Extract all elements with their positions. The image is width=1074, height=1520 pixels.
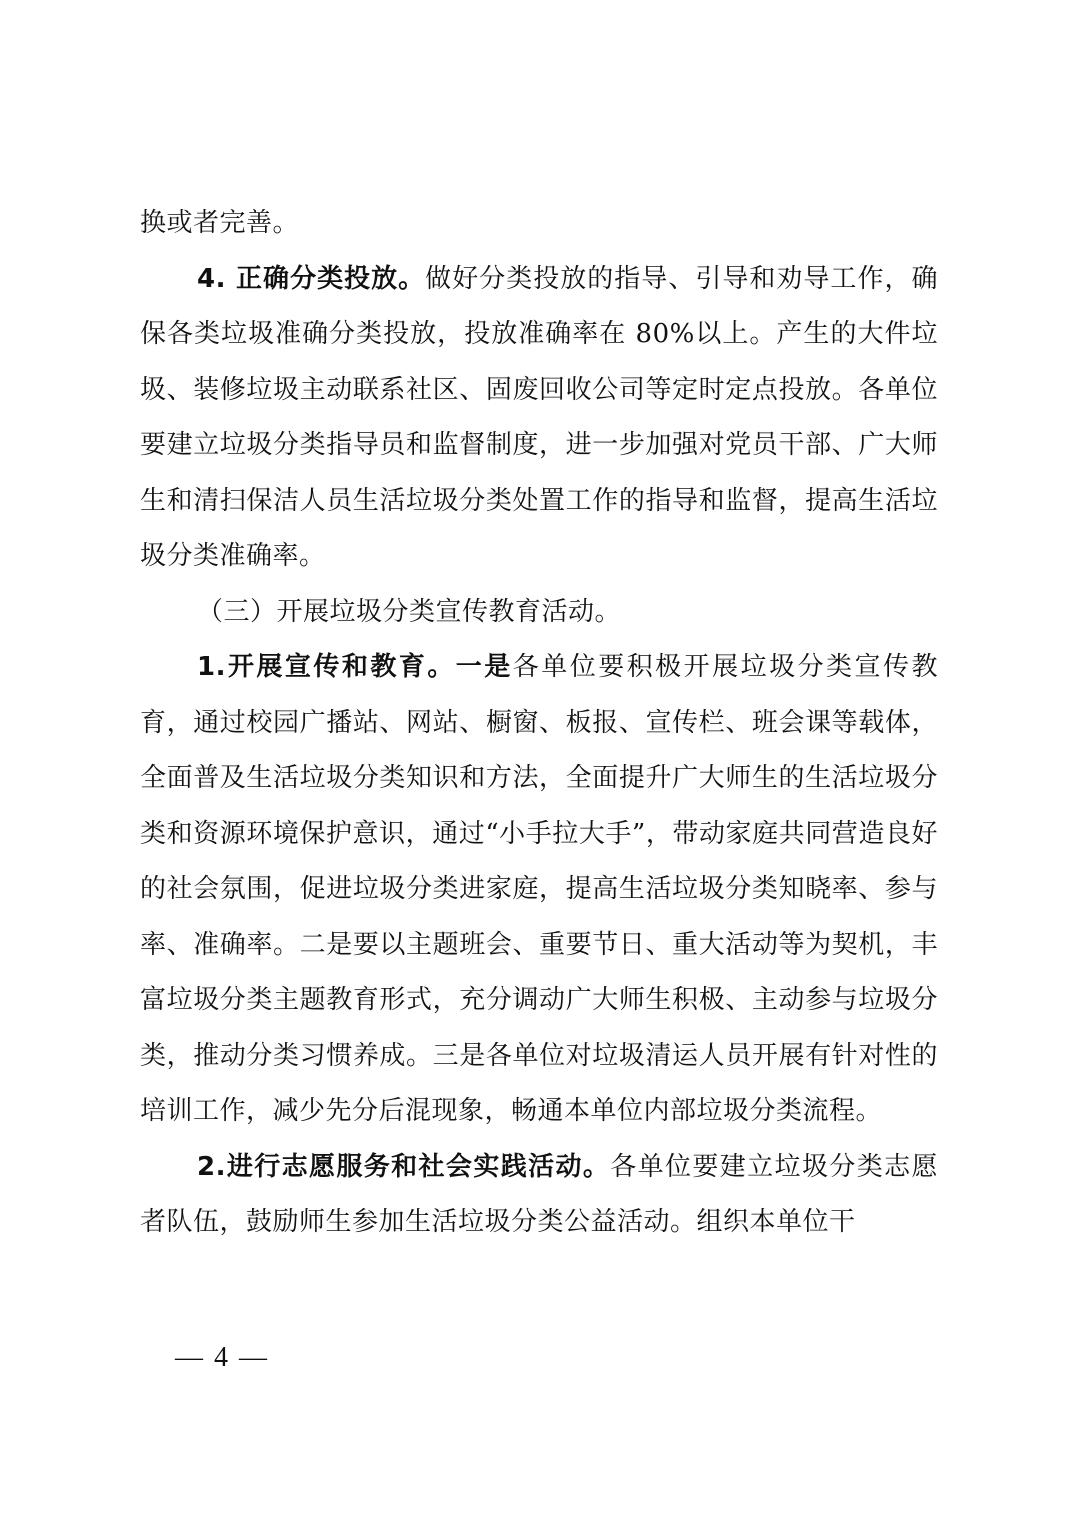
paragraph-item-4 (140, 252, 938, 585)
paragraph-text: 各单位要积极开展垃圾分类宣传教育，通过校园广播站、网站、橱窗、板报、宣传栏、班会课等载体，全面普及生活垃圾分类知识和方法，全面提升广大师生的生活垃圾分类和资源环境保护意识，通过“小手拉大手”，带动家庭共同营造良好的社会氛围，促进垃圾分类进家庭，提高生活垃圾分类知晓率、参与率、准确率。二是要以主题班会、重要节日、重大活动等为契机，丰富垃圾分类主题教育形式，充分调动广大师生积极、主动参与垃圾分类，推动分类习惯养成。三是各单位对垃圾清运人员开展有针对性的培训工作，减少先分后混现象，畅通本单位内部垃圾分类流程。 (140, 652, 938, 1126)
section-heading (140, 585, 938, 641)
paragraph-text: 做好分类投放的指导、引导和劝导工作，确保各类垃圾准确分类投放，投放准确率在 80%以上。产生的大件垃圾、装修垃圾主动联系社区、固废回收公司等定时定点投放。各单位要建立垃圾分类指导员和监督制度，进一步加强对党员干部、广大师生和清扫保洁人员生活垃圾分类处置工作的指导和监督，提高生活垃圾分类准确率。 (140, 263, 938, 571)
page-number: — 4 — (175, 1342, 269, 1373)
document-body (140, 196, 938, 1251)
section-heading-text: （三）开展垃圾分类宣传教育活动。 (197, 596, 622, 627)
paragraph-heading: 2.进行志愿服务和社会实践活动。 (197, 1151, 611, 1182)
paragraph-continuation (140, 196, 938, 252)
paragraph-item-1 (140, 640, 938, 1140)
paragraph-text: 换或者完善。 (140, 208, 300, 238)
paragraph-text: 各单位要建立垃圾分类志愿者队伍，鼓励师生参加生活垃圾分类公益活动。组织本单位干 (140, 1151, 938, 1237)
paragraph-heading: 1.开展宣传和教育。一是 (197, 652, 513, 682)
paragraph-item-2 (140, 1140, 938, 1251)
paragraph-heading: 4. 正确分类投放。 (197, 263, 426, 294)
